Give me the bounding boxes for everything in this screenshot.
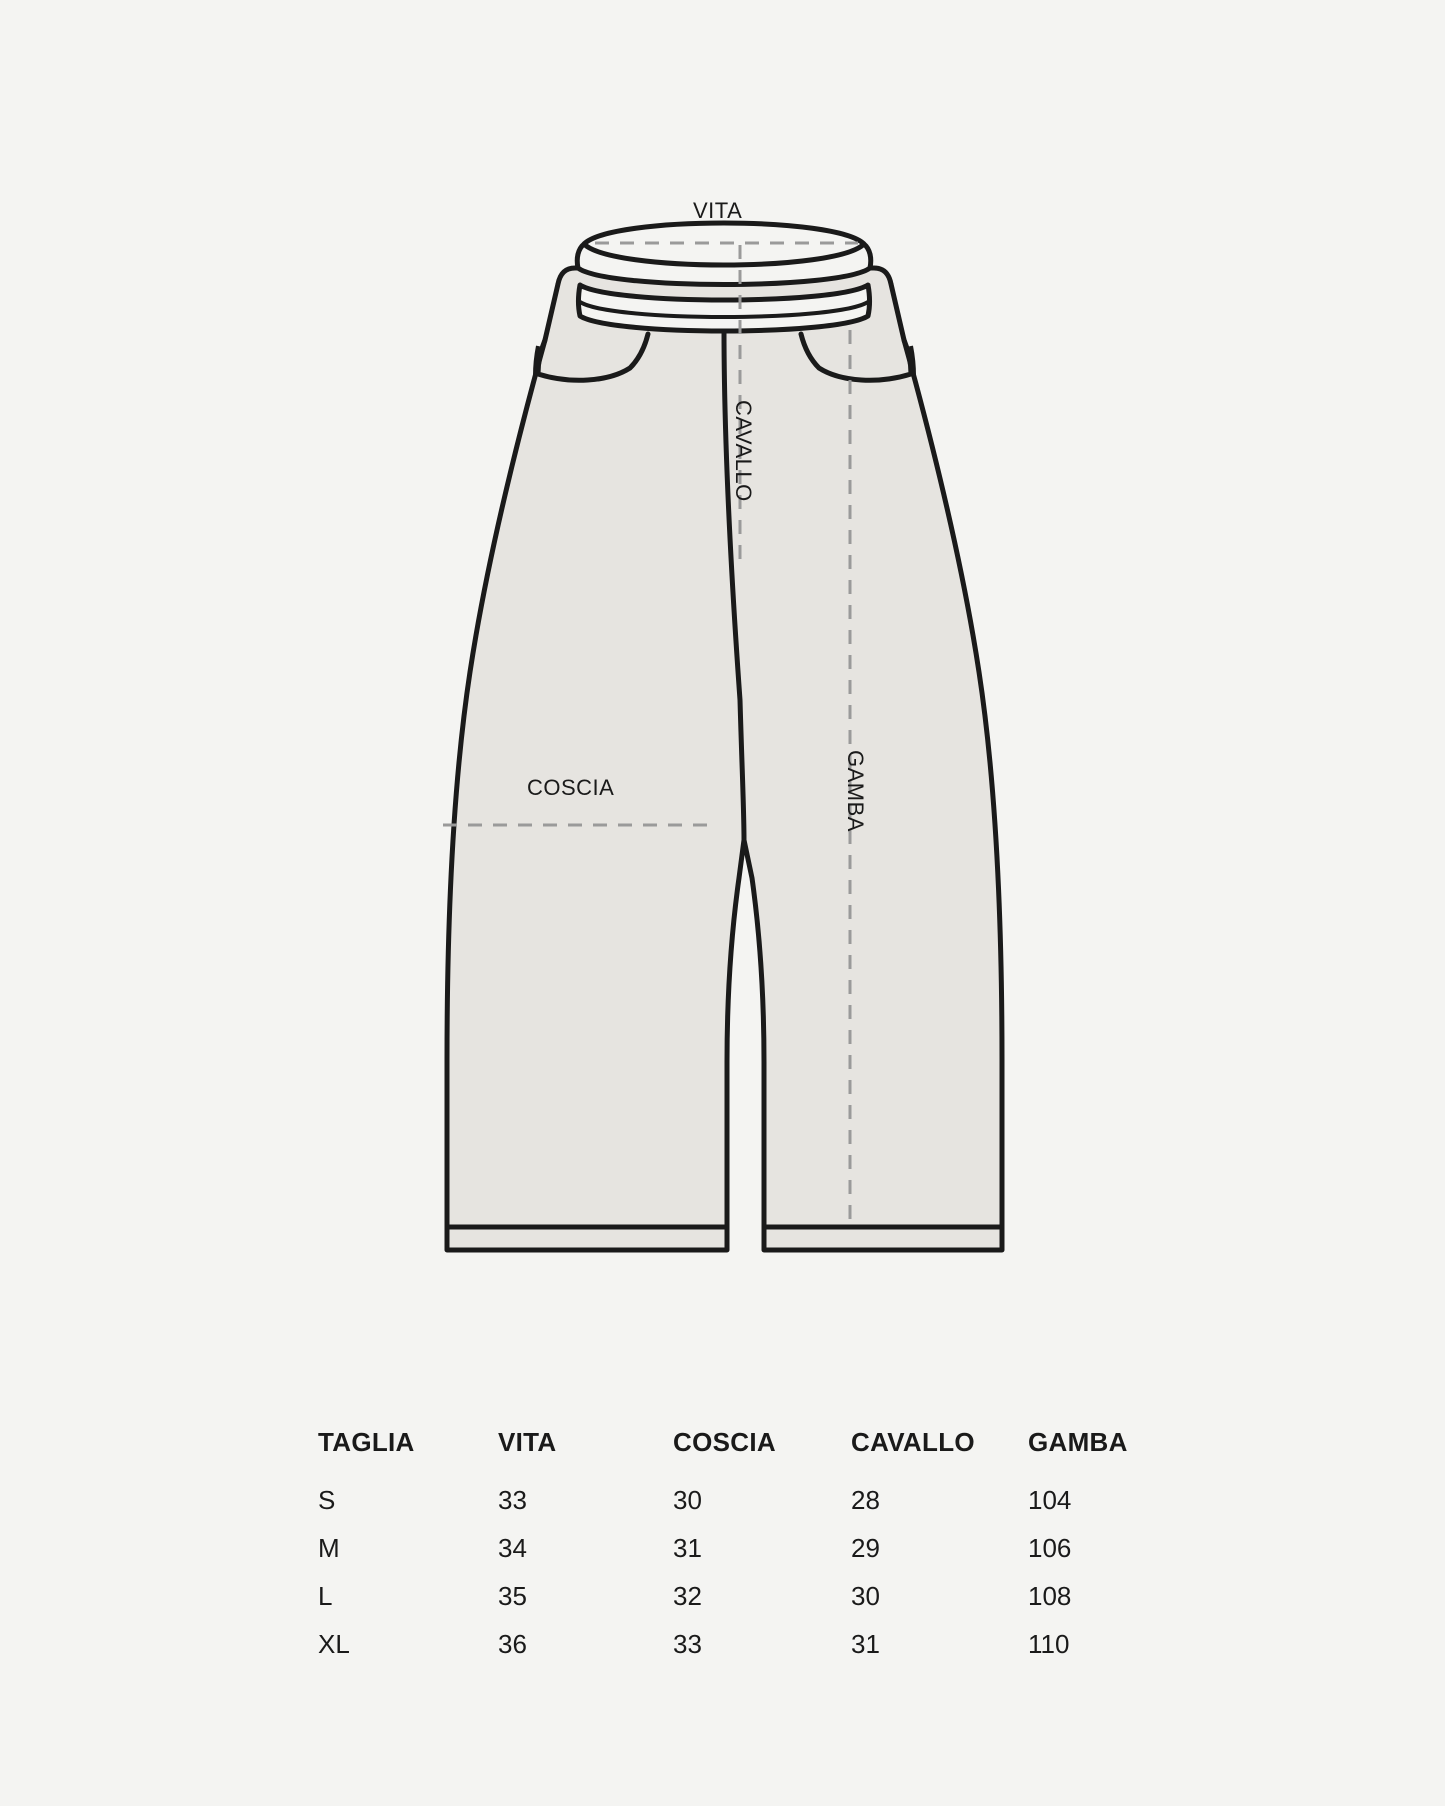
cell-size: XL (318, 1628, 350, 1659)
cell-cavallo: 31 (851, 1628, 880, 1659)
column-header-vita: VITA (498, 1426, 557, 1457)
measurements-table (318, 1418, 1148, 1668)
cell-cavallo: 30 (851, 1580, 880, 1611)
cell-vita: 36 (498, 1628, 527, 1659)
label-gamba: GAMBA (843, 750, 868, 832)
cell-coscia: 33 (673, 1628, 702, 1659)
table-row (318, 1476, 1148, 1524)
cell-coscia: 30 (673, 1484, 702, 1515)
cell-vita: 35 (498, 1580, 527, 1611)
cell-size: L (318, 1580, 333, 1611)
cell-vita: 34 (498, 1532, 527, 1563)
column-header-gamba: GAMBA (1028, 1426, 1128, 1457)
cell-gamba: 106 (1028, 1532, 1072, 1563)
cell-cavallo: 28 (851, 1484, 880, 1515)
label-vita: VITA (693, 198, 743, 223)
cell-size: S (318, 1484, 336, 1515)
table-header-row (318, 1418, 1148, 1476)
column-header-coscia: COSCIA (673, 1426, 776, 1457)
cell-gamba: 104 (1028, 1484, 1072, 1515)
table-row (318, 1572, 1148, 1620)
table-row (318, 1524, 1148, 1572)
cell-cavallo: 29 (851, 1532, 880, 1563)
cell-gamba: 108 (1028, 1580, 1072, 1611)
cell-coscia: 31 (673, 1532, 702, 1563)
waistband (577, 223, 871, 331)
label-cavallo: CAVALLO (731, 400, 756, 502)
column-header-taglia: TAGLIA (318, 1426, 415, 1457)
label-coscia: COSCIA (527, 775, 615, 800)
cell-size: M (318, 1532, 340, 1563)
table-row (318, 1620, 1148, 1668)
column-header-cavallo: CAVALLO (851, 1426, 975, 1457)
cell-coscia: 32 (673, 1580, 702, 1611)
cell-gamba: 110 (1028, 1628, 1070, 1659)
cell-vita: 33 (498, 1484, 527, 1515)
size-table (318, 1418, 1148, 1668)
